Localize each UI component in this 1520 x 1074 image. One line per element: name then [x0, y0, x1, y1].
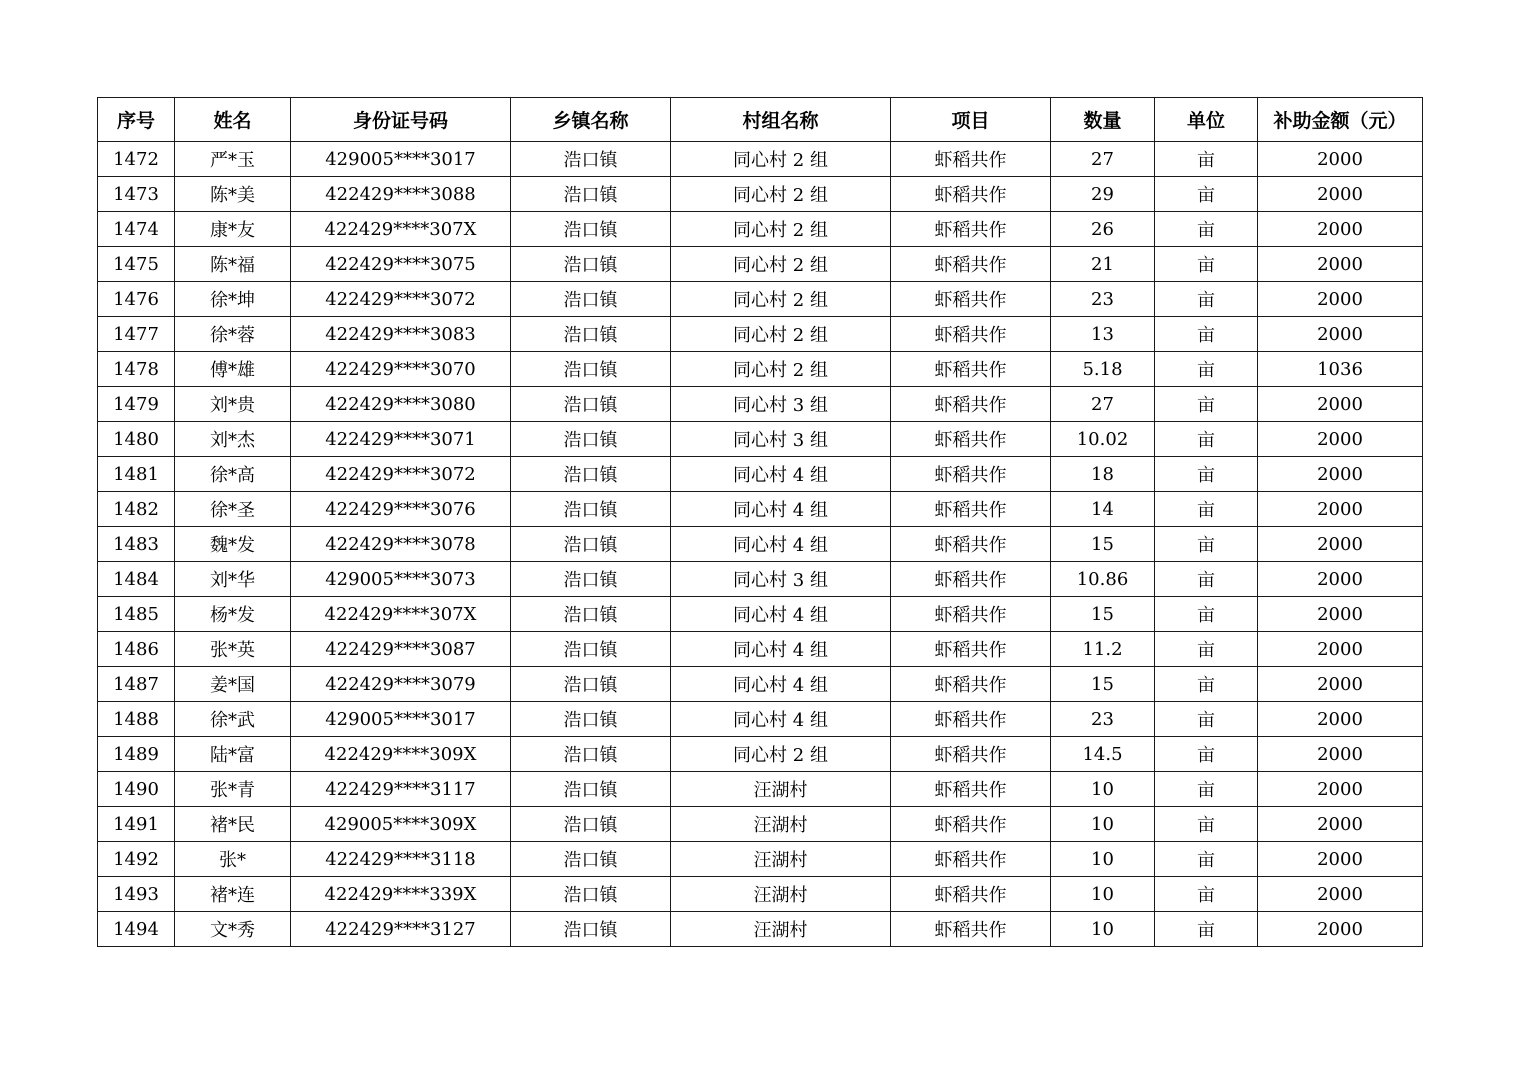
township-cell: 浩口镇 [511, 387, 671, 422]
subsidy-amount-cell: 2000 [1258, 632, 1423, 667]
serial-number-cell: 1486 [98, 632, 175, 667]
name-cell: 陈*福 [175, 247, 291, 282]
id-number-cell: 429005****3017 [291, 702, 511, 737]
name-cell: 傅*雄 [175, 352, 291, 387]
name-cell: 文*秀 [175, 912, 291, 947]
township-cell: 浩口镇 [511, 317, 671, 352]
village-group-cell: 同心村 4 组 [671, 597, 891, 632]
quantity-cell: 10 [1051, 772, 1155, 807]
table-row [98, 772, 1423, 807]
id-number-cell: 422429****3072 [291, 282, 511, 317]
table-row [98, 387, 1423, 422]
village-group-cell: 同心村 4 组 [671, 702, 891, 737]
table-row [98, 737, 1423, 772]
village-group-cell: 同心村 2 组 [671, 282, 891, 317]
id-number-cell: 422429****3079 [291, 667, 511, 702]
township-cell: 浩口镇 [511, 142, 671, 177]
quantity-cell: 10.86 [1051, 562, 1155, 597]
table-row [98, 177, 1423, 212]
serial-number-cell: 1492 [98, 842, 175, 877]
village-group-cell: 汪湖村 [671, 912, 891, 947]
village-group-cell: 汪湖村 [671, 807, 891, 842]
unit-cell: 亩 [1155, 877, 1258, 912]
village-group-cell: 同心村 2 组 [671, 142, 891, 177]
id-number-cell: 422429****3078 [291, 527, 511, 562]
subsidy-amount-cell: 2000 [1258, 282, 1423, 317]
serial-number-cell: 1483 [98, 527, 175, 562]
serial-number-cell: 1494 [98, 912, 175, 947]
serial-number-cell: 1485 [98, 597, 175, 632]
subsidy-amount-cell: 2000 [1258, 702, 1423, 737]
name-cell: 陆*富 [175, 737, 291, 772]
subsidy-amount-cell: 2000 [1258, 317, 1423, 352]
subsidy-amount-cell: 2000 [1258, 597, 1423, 632]
subsidy-amount-cell: 2000 [1258, 807, 1423, 842]
id-number-cell: 422429****3075 [291, 247, 511, 282]
project-cell: 虾稻共作 [891, 772, 1051, 807]
quantity-cell: 15 [1051, 527, 1155, 562]
name-cell: 严*玉 [175, 142, 291, 177]
unit-cell: 亩 [1155, 387, 1258, 422]
id-number-cell: 422429****339X [291, 877, 511, 912]
name-cell: 康*友 [175, 212, 291, 247]
serial-number-cell: 1489 [98, 737, 175, 772]
table-row [98, 632, 1423, 667]
project-cell: 虾稻共作 [891, 457, 1051, 492]
table-row [98, 912, 1423, 947]
subsidy-amount-cell: 2000 [1258, 212, 1423, 247]
serial-number-cell: 1484 [98, 562, 175, 597]
project-cell: 虾稻共作 [891, 702, 1051, 737]
id-number-cell: 422429****3117 [291, 772, 511, 807]
quantity-cell: 10.02 [1051, 422, 1155, 457]
serial-number-cell: 1488 [98, 702, 175, 737]
village-group-cell: 同心村 3 组 [671, 387, 891, 422]
project-cell: 虾稻共作 [891, 247, 1051, 282]
table-row [98, 422, 1423, 457]
serial-number-cell: 1477 [98, 317, 175, 352]
subsidy-amount-cell: 2000 [1258, 492, 1423, 527]
project-cell: 虾稻共作 [891, 527, 1051, 562]
id-number-cell: 422429****307X [291, 597, 511, 632]
unit-cell: 亩 [1155, 527, 1258, 562]
serial-number-cell: 1490 [98, 772, 175, 807]
unit-cell: 亩 [1155, 807, 1258, 842]
township-cell: 浩口镇 [511, 912, 671, 947]
unit-cell: 亩 [1155, 912, 1258, 947]
unit-cell: 亩 [1155, 597, 1258, 632]
serial-number-cell: 1491 [98, 807, 175, 842]
name-cell: 魏*发 [175, 527, 291, 562]
unit-cell: 亩 [1155, 142, 1258, 177]
project-cell: 虾稻共作 [891, 912, 1051, 947]
township-cell: 浩口镇 [511, 212, 671, 247]
township-cell: 浩口镇 [511, 282, 671, 317]
project-cell: 虾稻共作 [891, 422, 1051, 457]
id-number-cell: 422429****3083 [291, 317, 511, 352]
id-number-cell: 422429****3088 [291, 177, 511, 212]
id-number-cell: 422429****3118 [291, 842, 511, 877]
quantity-cell: 26 [1051, 212, 1155, 247]
id-number-cell: 422429****3076 [291, 492, 511, 527]
subsidy-amount-cell: 2000 [1258, 842, 1423, 877]
unit-cell: 亩 [1155, 282, 1258, 317]
name-cell: 刘*杰 [175, 422, 291, 457]
project-cell: 虾稻共作 [891, 737, 1051, 772]
village-group-cell: 同心村 2 组 [671, 737, 891, 772]
id-number-cell: 422429****3071 [291, 422, 511, 457]
table-row [98, 457, 1423, 492]
township-cell: 浩口镇 [511, 527, 671, 562]
project-cell: 虾稻共作 [891, 177, 1051, 212]
village-group-cell: 同心村 3 组 [671, 562, 891, 597]
project-cell: 虾稻共作 [891, 632, 1051, 667]
township-cell: 浩口镇 [511, 352, 671, 387]
id-number-cell: 429005****3017 [291, 142, 511, 177]
project-cell: 虾稻共作 [891, 807, 1051, 842]
township-cell: 浩口镇 [511, 877, 671, 912]
table-header-row [98, 98, 1423, 142]
header-quantity: 数量 [1051, 98, 1155, 142]
table-row [98, 282, 1423, 317]
id-number-cell: 422429****307X [291, 212, 511, 247]
township-cell: 浩口镇 [511, 492, 671, 527]
table-row [98, 247, 1423, 282]
project-cell: 虾稻共作 [891, 667, 1051, 702]
table-row [98, 212, 1423, 247]
township-cell: 浩口镇 [511, 702, 671, 737]
table-row [98, 667, 1423, 702]
project-cell: 虾稻共作 [891, 282, 1051, 317]
township-cell: 浩口镇 [511, 562, 671, 597]
name-cell: 姜*国 [175, 667, 291, 702]
village-group-cell: 同心村 2 组 [671, 247, 891, 282]
header-subsidy-amount: 补助金额（元） [1258, 98, 1423, 142]
unit-cell: 亩 [1155, 492, 1258, 527]
serial-number-cell: 1472 [98, 142, 175, 177]
quantity-cell: 13 [1051, 317, 1155, 352]
subsidy-amount-cell: 2000 [1258, 772, 1423, 807]
table-row [98, 142, 1423, 177]
village-group-cell: 同心村 4 组 [671, 457, 891, 492]
project-cell: 虾稻共作 [891, 842, 1051, 877]
name-cell: 徐*圣 [175, 492, 291, 527]
project-cell: 虾稻共作 [891, 492, 1051, 527]
unit-cell: 亩 [1155, 212, 1258, 247]
unit-cell: 亩 [1155, 562, 1258, 597]
quantity-cell: 10 [1051, 877, 1155, 912]
unit-cell: 亩 [1155, 247, 1258, 282]
id-number-cell: 429005****3073 [291, 562, 511, 597]
village-group-cell: 汪湖村 [671, 877, 891, 912]
quantity-cell: 11.2 [1051, 632, 1155, 667]
village-group-cell: 汪湖村 [671, 842, 891, 877]
table-row [98, 352, 1423, 387]
table-row [98, 492, 1423, 527]
id-number-cell: 422429****309X [291, 737, 511, 772]
village-group-cell: 同心村 3 组 [671, 422, 891, 457]
village-group-cell: 同心村 4 组 [671, 527, 891, 562]
subsidy-amount-cell: 2000 [1258, 457, 1423, 492]
township-cell: 浩口镇 [511, 597, 671, 632]
quantity-cell: 10 [1051, 842, 1155, 877]
name-cell: 张*英 [175, 632, 291, 667]
serial-number-cell: 1479 [98, 387, 175, 422]
subsidy-amount-cell: 2000 [1258, 387, 1423, 422]
township-cell: 浩口镇 [511, 667, 671, 702]
table-row [98, 597, 1423, 632]
id-number-cell: 422429****3072 [291, 457, 511, 492]
subsidy-amount-cell: 1036 [1258, 352, 1423, 387]
project-cell: 虾稻共作 [891, 387, 1051, 422]
header-serial-number: 序号 [98, 98, 175, 142]
serial-number-cell: 1478 [98, 352, 175, 387]
id-number-cell: 422429****3080 [291, 387, 511, 422]
quantity-cell: 21 [1051, 247, 1155, 282]
subsidy-amount-cell: 2000 [1258, 667, 1423, 702]
unit-cell: 亩 [1155, 842, 1258, 877]
quantity-cell: 27 [1051, 142, 1155, 177]
quantity-cell: 29 [1051, 177, 1155, 212]
project-cell: 虾稻共作 [891, 877, 1051, 912]
name-cell: 刘*华 [175, 562, 291, 597]
name-cell: 徐*武 [175, 702, 291, 737]
name-cell: 张*青 [175, 772, 291, 807]
village-group-cell: 汪湖村 [671, 772, 891, 807]
header-id-number: 身份证号码 [291, 98, 511, 142]
serial-number-cell: 1487 [98, 667, 175, 702]
subsidy-amount-cell: 2000 [1258, 912, 1423, 947]
serial-number-cell: 1476 [98, 282, 175, 317]
table-row [98, 807, 1423, 842]
id-number-cell: 429005****309X [291, 807, 511, 842]
village-group-cell: 同心村 2 组 [671, 177, 891, 212]
quantity-cell: 27 [1051, 387, 1155, 422]
township-cell: 浩口镇 [511, 807, 671, 842]
serial-number-cell: 1473 [98, 177, 175, 212]
subsidy-amount-cell: 2000 [1258, 142, 1423, 177]
table-row [98, 527, 1423, 562]
township-cell: 浩口镇 [511, 842, 671, 877]
header-project: 项目 [891, 98, 1051, 142]
serial-number-cell: 1474 [98, 212, 175, 247]
unit-cell: 亩 [1155, 667, 1258, 702]
header-village-group: 村组名称 [671, 98, 891, 142]
table-row [98, 317, 1423, 352]
name-cell: 杨*发 [175, 597, 291, 632]
table-body [98, 142, 1423, 947]
township-cell: 浩口镇 [511, 457, 671, 492]
name-cell: 徐*蓉 [175, 317, 291, 352]
subsidy-amount-cell: 2000 [1258, 527, 1423, 562]
unit-cell: 亩 [1155, 702, 1258, 737]
id-number-cell: 422429****3070 [291, 352, 511, 387]
township-cell: 浩口镇 [511, 247, 671, 282]
header-unit: 单位 [1155, 98, 1258, 142]
name-cell: 褚*民 [175, 807, 291, 842]
name-cell: 徐*高 [175, 457, 291, 492]
serial-number-cell: 1482 [98, 492, 175, 527]
subsidy-amount-cell: 2000 [1258, 422, 1423, 457]
project-cell: 虾稻共作 [891, 212, 1051, 247]
quantity-cell: 10 [1051, 807, 1155, 842]
township-cell: 浩口镇 [511, 177, 671, 212]
id-number-cell: 422429****3087 [291, 632, 511, 667]
township-cell: 浩口镇 [511, 737, 671, 772]
unit-cell: 亩 [1155, 317, 1258, 352]
quantity-cell: 5.18 [1051, 352, 1155, 387]
unit-cell: 亩 [1155, 737, 1258, 772]
subsidy-amount-cell: 2000 [1258, 177, 1423, 212]
name-cell: 徐*坤 [175, 282, 291, 317]
quantity-cell: 23 [1051, 702, 1155, 737]
serial-number-cell: 1481 [98, 457, 175, 492]
unit-cell: 亩 [1155, 632, 1258, 667]
village-group-cell: 同心村 2 组 [671, 317, 891, 352]
village-group-cell: 同心村 4 组 [671, 492, 891, 527]
header-name: 姓名 [175, 98, 291, 142]
unit-cell: 亩 [1155, 457, 1258, 492]
township-cell: 浩口镇 [511, 422, 671, 457]
name-cell: 陈*美 [175, 177, 291, 212]
subsidy-amount-cell: 2000 [1258, 737, 1423, 772]
serial-number-cell: 1493 [98, 877, 175, 912]
table-row [98, 562, 1423, 597]
serial-number-cell: 1475 [98, 247, 175, 282]
quantity-cell: 15 [1051, 597, 1155, 632]
project-cell: 虾稻共作 [891, 317, 1051, 352]
name-cell: 刘*贵 [175, 387, 291, 422]
quantity-cell: 14.5 [1051, 737, 1155, 772]
unit-cell: 亩 [1155, 772, 1258, 807]
unit-cell: 亩 [1155, 177, 1258, 212]
quantity-cell: 10 [1051, 912, 1155, 947]
village-group-cell: 同心村 4 组 [671, 632, 891, 667]
subsidy-amount-cell: 2000 [1258, 247, 1423, 282]
quantity-cell: 15 [1051, 667, 1155, 702]
table-row [98, 702, 1423, 737]
unit-cell: 亩 [1155, 352, 1258, 387]
village-group-cell: 同心村 2 组 [671, 352, 891, 387]
table-row [98, 877, 1423, 912]
quantity-cell: 18 [1051, 457, 1155, 492]
unit-cell: 亩 [1155, 422, 1258, 457]
project-cell: 虾稻共作 [891, 597, 1051, 632]
quantity-cell: 14 [1051, 492, 1155, 527]
subsidy-table [97, 97, 1423, 947]
township-cell: 浩口镇 [511, 632, 671, 667]
header-township: 乡镇名称 [511, 98, 671, 142]
project-cell: 虾稻共作 [891, 562, 1051, 597]
subsidy-amount-cell: 2000 [1258, 877, 1423, 912]
project-cell: 虾稻共作 [891, 352, 1051, 387]
subsidy-amount-cell: 2000 [1258, 562, 1423, 597]
name-cell: 张* [175, 842, 291, 877]
village-group-cell: 同心村 4 组 [671, 667, 891, 702]
township-cell: 浩口镇 [511, 772, 671, 807]
name-cell: 褚*连 [175, 877, 291, 912]
quantity-cell: 23 [1051, 282, 1155, 317]
table-row [98, 842, 1423, 877]
project-cell: 虾稻共作 [891, 142, 1051, 177]
serial-number-cell: 1480 [98, 422, 175, 457]
id-number-cell: 422429****3127 [291, 912, 511, 947]
village-group-cell: 同心村 2 组 [671, 212, 891, 247]
